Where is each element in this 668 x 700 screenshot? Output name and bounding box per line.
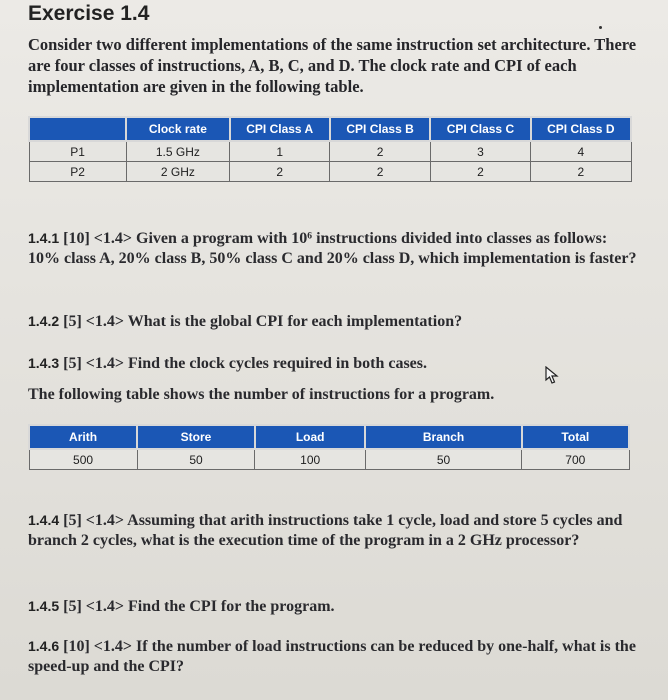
header-cell xyxy=(29,117,126,141)
question-text: [10] <1.4> If the number of load instructions can be reduced by one-half, what is the speed-up and the CPI? xyxy=(28,638,636,675)
table-cell: 100 xyxy=(255,449,366,470)
question-text: [5] <1.4> Assuming that arith instructions take 1 cycle, load and store 5 cycles and branch 2 cycles, what is the execution time of the program in a 2 GHz processor? xyxy=(28,512,623,549)
table-cell: 2 xyxy=(430,162,530,182)
header-cell: Load xyxy=(255,425,366,449)
question-text: [5] <1.4> What is the global CPI for each implementation? xyxy=(63,313,463,330)
question-text: [5] <1.4> Find the clock cycles required in both cases. xyxy=(63,355,427,372)
table-cell: 50 xyxy=(137,449,255,470)
table-row xyxy=(29,141,631,162)
table2-intro: The following table shows the number of instructions for a program. xyxy=(28,386,495,403)
table-cell: 1.5 GHz xyxy=(126,141,229,162)
question-number: 1.4.2 xyxy=(28,313,60,329)
question-number: 1.4.1 xyxy=(28,230,60,246)
table-cell: 1 xyxy=(230,141,330,162)
question-text: [10] <1.4> Given a program with 10⁶ instructions divided into classes as follows: 10% class A, 20% class B, 50% class C and 20% class D, which implementation is faster? xyxy=(28,230,637,267)
header-cell: Arith xyxy=(29,425,137,449)
question-1-4-6 xyxy=(28,636,640,677)
table-cell: 4 xyxy=(531,141,631,162)
question-1-4-2 xyxy=(28,311,640,332)
instruction-count-table xyxy=(28,424,630,470)
question-number: 1.4.5 xyxy=(28,598,60,614)
ink-dot xyxy=(599,26,602,29)
table-cell: 2 GHz xyxy=(126,162,229,182)
table-cell: 2 xyxy=(330,141,430,162)
header-cell: Total xyxy=(522,425,629,449)
question-number: 1.4.6 xyxy=(28,638,60,654)
table-cell: P1 xyxy=(29,141,126,162)
table-cell: 700 xyxy=(522,449,629,470)
question-1-4-4 xyxy=(28,510,640,551)
mouse-cursor-icon xyxy=(545,366,561,384)
header-cell: CPI Class C xyxy=(430,117,530,141)
header-cell: Branch xyxy=(365,425,521,449)
header-cell: CPI Class B xyxy=(330,117,430,141)
question-number: 1.4.3 xyxy=(28,355,60,371)
question-1-4-5 xyxy=(28,596,640,617)
question-1-4-1 xyxy=(28,228,640,269)
page-title: Exercise 1.4 xyxy=(28,2,150,25)
question-number: 1.4.4 xyxy=(28,512,60,528)
table-cell: 2 xyxy=(531,162,631,182)
header-cell: CPI Class A xyxy=(230,117,330,141)
table-cell: 3 xyxy=(430,141,530,162)
question-text: [5] <1.4> Find the CPI for the program. xyxy=(63,598,335,615)
header-cell: CPI Class D xyxy=(531,117,631,141)
table-cell: 2 xyxy=(230,162,330,182)
table-cell: 500 xyxy=(29,449,137,470)
table-row xyxy=(29,162,631,182)
table-cell: 50 xyxy=(365,449,521,470)
table-cell: P2 xyxy=(29,162,126,182)
intro-paragraph: Consider two different implementations of the same instruction set architecture. There are four classes of instructions, A, B, C, and D. The clock rate and CPI of each implementation are given in the following table. xyxy=(28,35,637,96)
table-row xyxy=(29,449,629,470)
header-cell: Clock rate xyxy=(126,117,229,141)
header-cell: Store xyxy=(137,425,255,449)
table-cell: 2 xyxy=(330,162,430,182)
cpi-table xyxy=(28,116,632,182)
